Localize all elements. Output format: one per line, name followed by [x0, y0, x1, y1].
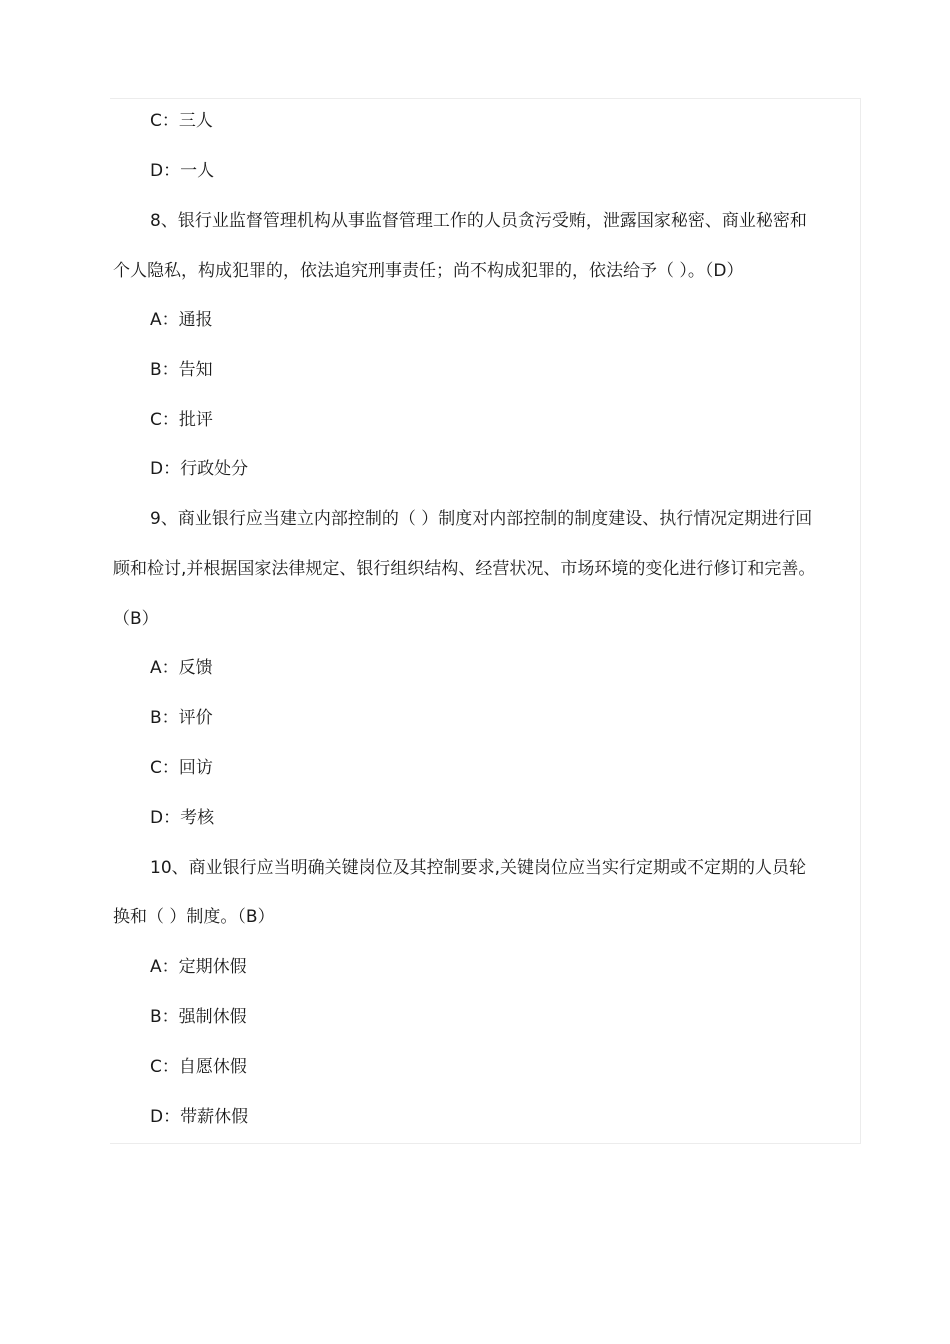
question-9-answer: （B） [113, 609, 159, 629]
page-content-frame [110, 98, 861, 1144]
question-8-option-b: B：告知 [150, 360, 213, 380]
question-10-line-1: 10、商业银行应当明确关键岗位及其控制要求,关键岗位应当实行定期或不定期的人员轮 [150, 858, 807, 878]
question-9-option-d: D：考核 [150, 808, 215, 828]
question-10-option-b: B：强制休假 [150, 1007, 247, 1027]
question-9-line-2: 顾和检讨,并根据国家法律规定、银行组织结构、经营状况、市场环境的变化进行修订和完善。 [113, 559, 816, 579]
question-8-line-1: 8、银行业监督管理机构从事监督管理工作的人员贪污受贿，泄露国家秘密、商业秘密和 [150, 211, 807, 231]
question-8-option-c: C：批评 [150, 410, 213, 430]
option-c-previous: C：三人 [150, 111, 213, 131]
question-8-line-2: 个人隐私，构成犯罪的，依法追究刑事责任；尚不构成犯罪的，依法给予（ ）。（D） [113, 261, 744, 281]
question-10-line-2: 换和（ ）制度。（B） [113, 907, 275, 927]
question-10-option-c: C：自愿休假 [150, 1057, 247, 1077]
question-10-option-a: A：定期休假 [150, 957, 247, 977]
question-8-option-a: A：通报 [150, 310, 213, 330]
question-10-option-d: D：带薪休假 [150, 1107, 249, 1127]
question-9-option-c: C：回访 [150, 758, 213, 778]
option-d-previous: D：一人 [150, 161, 215, 181]
question-9-option-b: B：评价 [150, 708, 213, 728]
question-8-option-d: D：行政处分 [150, 459, 249, 479]
question-9-line-1: 9、商业银行应当建立内部控制的（ ）制度对内部控制的制度建设、执行情况定期进行回 [150, 509, 813, 529]
question-9-option-a: A：反馈 [150, 658, 213, 678]
